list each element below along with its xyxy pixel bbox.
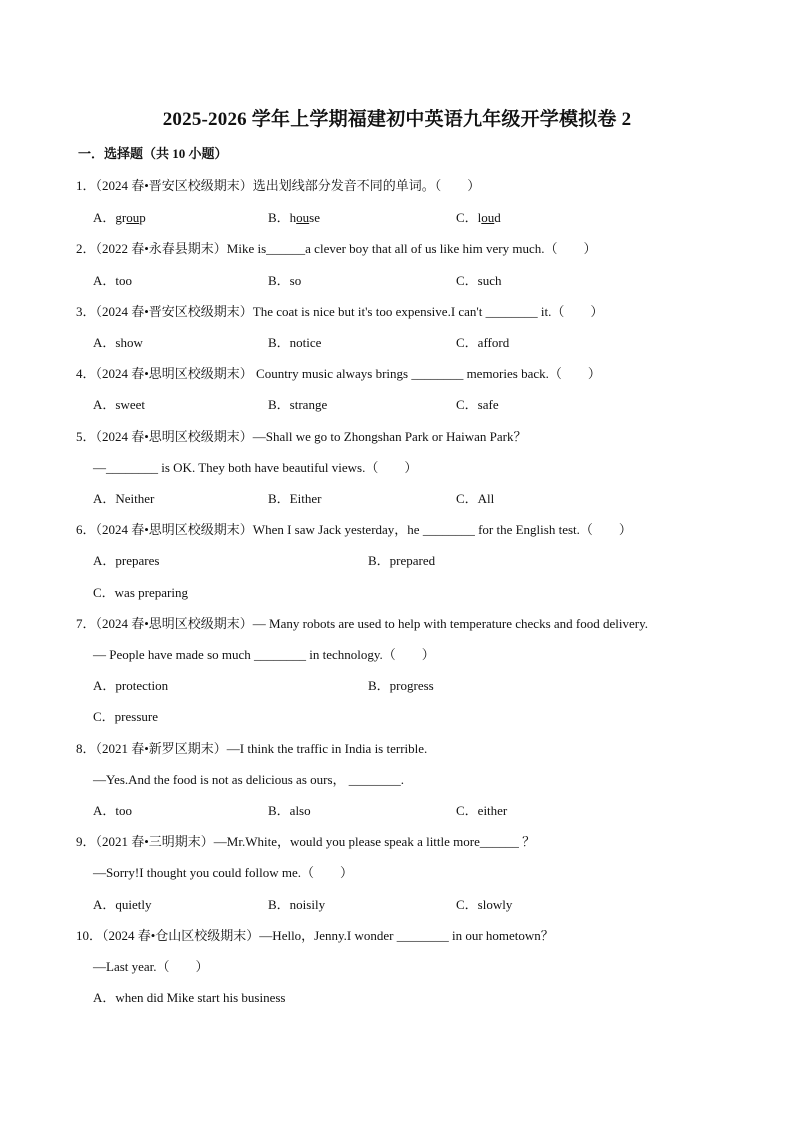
- question-6-option-c[interactable]: C．was preparing: [93, 585, 188, 600]
- question-8-option-c[interactable]: C．either: [456, 803, 508, 818]
- question-8-stem: 8．（2021 春•新罗区期末）—I think the traffic in India is terrible.: [76, 741, 428, 756]
- question-7-stem: 7．（2024 春•思明区校级期末）— Many robots are used to help with temperature checks and food delivery.: [76, 616, 648, 631]
- question-3-option-c[interactable]: C．afford: [456, 335, 510, 350]
- question-5-option-a[interactable]: A．Neither: [93, 491, 155, 506]
- question-1-option-a[interactable]: A．group: [93, 210, 146, 225]
- section-heading: 一．选择题（共 10 小题）: [78, 146, 228, 161]
- question-10-stem: 10．（2024 春•仓山区校级期末）—Hello，Jenny.I wonder ________ in our hometown？: [76, 928, 554, 943]
- question-7-option-c[interactable]: C．pressure: [93, 709, 158, 724]
- question-5-option-b[interactable]: B．Either: [268, 491, 322, 506]
- question-8-option-a[interactable]: A．too: [93, 803, 133, 818]
- question-5-stem-line-2: —________ is OK. They both have beautiful views.（ ）: [93, 460, 418, 475]
- question-2-stem: 2．（2022 春•永春县期末）Mike is______a clever boy that all of us like him very much.（ ）: [76, 241, 597, 256]
- question-6-stem: 6．（2024 春•思明区校级期末）When I saw Jack yesterday，he ________ for the English test.（ ）: [76, 522, 632, 537]
- question-8-stem-line-2: —Yes.And the food is not as delicious as ours， ________.: [93, 772, 405, 787]
- question-2-option-c[interactable]: C．such: [456, 273, 502, 288]
- question-1-option-c[interactable]: C．loud: [456, 210, 501, 225]
- question-1-option-b[interactable]: B．house: [268, 210, 321, 225]
- question-5-stem: 5．（2024 春•思明区校级期末）—Shall we go to Zhongshan Park or Haiwan Park？: [76, 429, 527, 444]
- question-4-option-c[interactable]: C．safe: [456, 397, 499, 412]
- question-7-stem-line-2: — People have made so much ________ in technology.（ ）: [93, 647, 435, 662]
- question-6-option-a[interactable]: A．prepares: [93, 553, 160, 568]
- question-9-stem-line-2: —Sorry!I thought you could follow me.（ ）: [93, 865, 353, 880]
- question-2-option-a[interactable]: A．too: [93, 273, 133, 288]
- question-7-option-b[interactable]: B．progress: [368, 678, 434, 693]
- question-4-option-b[interactable]: B．strange: [268, 397, 328, 412]
- question-9-option-b[interactable]: B．noisily: [268, 897, 326, 912]
- question-9-stem: 9．（2021 春•三明期末）—Mr.White，would you please speak a little more______ ？: [76, 834, 536, 849]
- page-title: 2025-2026 学年上学期福建初中英语九年级开学模拟卷 2: [162, 109, 632, 130]
- question-9-option-a[interactable]: A．quietly: [93, 897, 152, 912]
- question-3-option-a[interactable]: A．show: [93, 335, 143, 350]
- question-1-stem: 1．（2024 春•晋安区校级期末）选出划线部分发音不同的单词。（ ）: [76, 178, 481, 193]
- question-8-option-b[interactable]: B．also: [268, 803, 311, 818]
- question-2-option-b[interactable]: B．so: [268, 273, 302, 288]
- question-4-option-a[interactable]: A．sweet: [93, 397, 145, 412]
- question-6-option-b[interactable]: B．prepared: [368, 553, 436, 568]
- question-4-stem: 4．（2024 春•思明区校级期末） Country music always brings ________ memories back.（ ）: [76, 366, 601, 381]
- question-5-option-c[interactable]: C．All: [456, 491, 495, 506]
- question-10-option-a[interactable]: A．when did Mike start his business: [93, 990, 286, 1005]
- question-3-option-b[interactable]: B．notice: [268, 335, 322, 350]
- question-9-option-c[interactable]: C．slowly: [456, 897, 513, 912]
- question-7-option-a[interactable]: A．protection: [93, 678, 169, 693]
- question-3-stem: 3．（2024 春•晋安区校级期末）The coat is nice but it's too expensive.I can't ________ it.（ ）: [76, 304, 604, 319]
- question-10-stem-line-2: —Last year.（ ）: [93, 959, 209, 974]
